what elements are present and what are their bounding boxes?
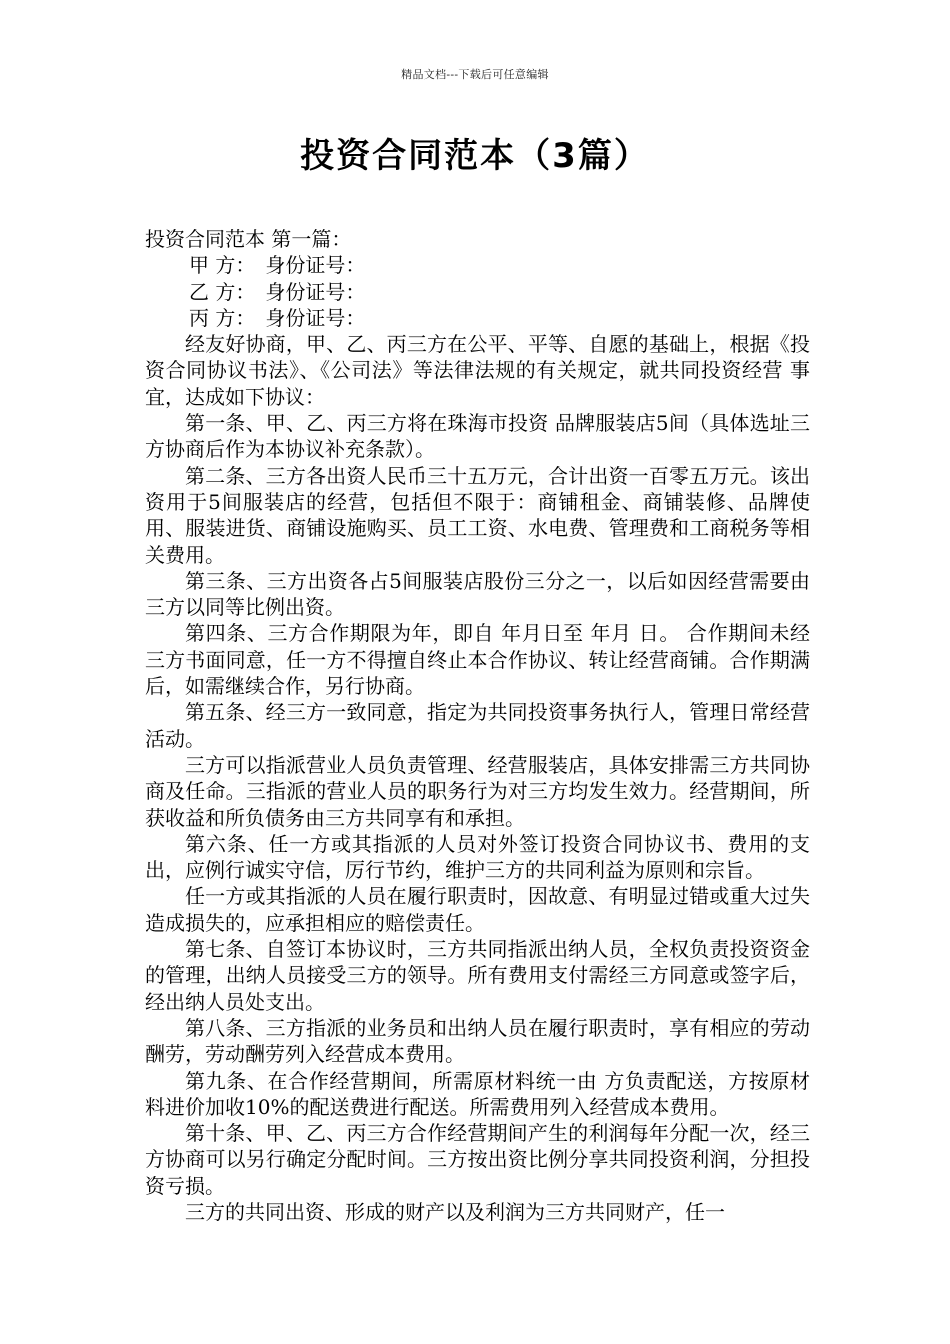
paragraph-article-8: 第八条、三方指派的业务员和出纳人员在履行职责时，享有相应的劳动酬劳，劳动酬劳列入经营成本费用。: [145, 1015, 810, 1067]
paragraph-article-9: 第九条、在合作经营期间，所需原材料统一由 方负责配送，方按原材料进价加收10%的配送费进行配送。所需费用列入经营成本费用。: [145, 1068, 810, 1119]
paragraph-article-6-detail: 任一方或其指派的人员在履行职责时，因故意、有明显过错或重大过失造成损失的，应承担相应的赔偿责任。: [145, 884, 810, 935]
header-note: 精品文档---下载后可任意编辑: [401, 68, 549, 81]
paragraph-article-5: 第五条、经三方一致同意，指定为共同投资事务执行人，管理日常经营活动。: [145, 700, 810, 751]
paragraph-article-3: 第三条、三方出资各占5间服装店股份三分之一，以后如因经营需要由三方以同等比例出资。: [145, 568, 810, 620]
party-line-c: 丙 方： 身份证号：: [189, 305, 366, 330]
paragraph-article-2: 第二条、三方各出资人民币三十五万元，合计出资一百零五万元。该出资用于5间服装店的经营，包括但不限于：商铺租金、商铺装修、品牌使用、服装进货、商铺设施购买、员工工资、水电费、管理费和工商税务等相关费用。: [145, 463, 810, 567]
paragraph-article-4: 第四条、三方合作期限为年，即自 年月日至 年月 日。 合作期间未经三方书面同意，任一方不得擅自终止本合作协议、转让经营商铺。合作期满后，如需继续合作，另行协商。: [145, 621, 810, 699]
paragraph-article-5-detail: 三方可以指派营业人员负责管理、经营服装店，具体安排需三方共同协商及任命。三指派的营业人员的职务行为对三方均发生效力。经营期间，所获收益和所负债务由三方共同享有和承担。: [145, 752, 810, 830]
paragraph-article-6: 第六条、任一方或其指派的人员对外签订投资合同协议书、费用的支出，应例行诚实守信，厉行节约，维护三方的共同利益为原则和宗旨。: [145, 831, 810, 883]
document-title: 投资合同范本（3篇）: [300, 136, 650, 176]
document-body: [145, 226, 810, 1225]
paragraph-preamble: 经友好协商，甲、乙、丙三方在公平、平等、自愿的基础上，根据《投资合同协议书法》、《公司法》等法律法规的有关规定，就共同投资经营 事宜，达成如下协议：: [145, 332, 810, 409]
paragraph-article-1: 第一条、甲、乙、丙三方将在珠海市投资 品牌服装店5间（具体选址三方协商后作为本协议补充条款）。: [145, 411, 810, 462]
paragraph-article-7: 第七条、自签订本协议时，三方共同指派出纳人员，全权负责投资资金的管理，出纳人员接受三方的领导。所有费用支付需经三方同意或签字后，经出纳人员处支出。: [145, 937, 810, 1014]
section-heading: 投资合同范本 第一篇：: [145, 227, 352, 251]
paragraph-article-10: 第十条、甲、乙、丙三方合作经营期间产生的利润每年分配一次，经三方协商可以另行确定分配时间。三方按出资比例分享共同投资利润，分担投资亏损。: [145, 1121, 810, 1198]
party-line-a: 甲 方： 身份证号：: [189, 253, 366, 278]
party-line-b: 乙 方： 身份证号：: [189, 279, 366, 304]
paragraph-article-10-detail: 三方的共同出资、形成的财产以及利润为三方共同财产，任一: [185, 1199, 725, 1224]
